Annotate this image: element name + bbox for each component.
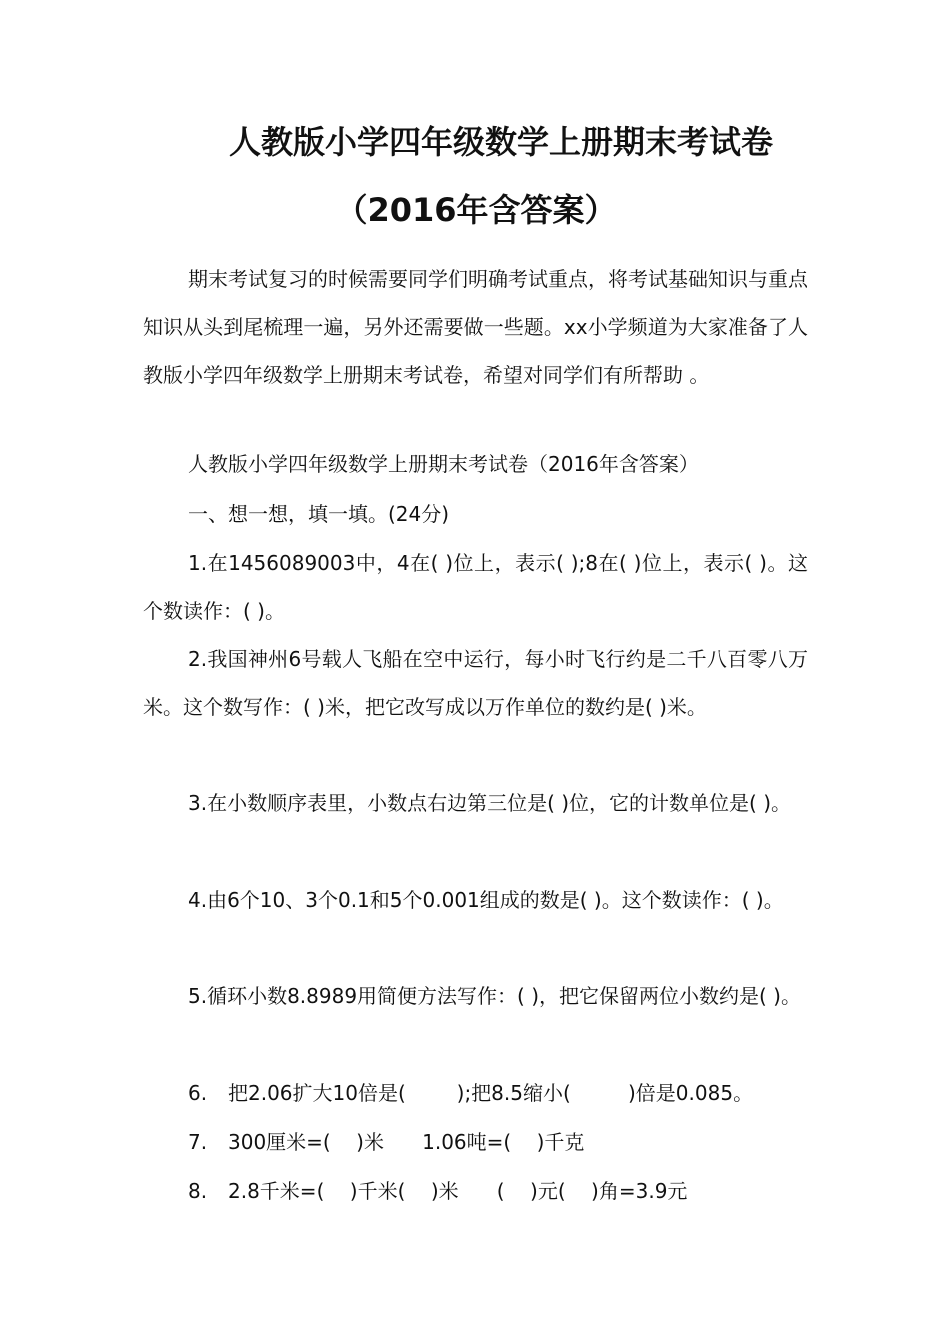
question-2: 2.我国神州6号载人飞船在空中运行，每小时飞行约是二千八百零八万米。这个数写作：( )米，把它改写成以万作单位的数约是( )米。	[143, 647, 808, 719]
question-7	[188, 1118, 584, 1166]
question-8-number: 8.	[188, 1179, 208, 1203]
section-heading: 一、想一想，填一填。(24分)	[188, 502, 450, 526]
intro-paragraph: 期末考试复习的时候需要同学们明确考试重点，将考试基础知识与重点知识从头到尾梳理一遍，另外还需要做一些题。xx小学频道为大家准备了人教版小学四年级数学上册期末考试卷，希望对同学们有所帮助 。	[143, 267, 808, 387]
question-6-number: 6.	[188, 1081, 208, 1105]
document-title: 人教版小学四年级数学上册期末考试卷	[228, 123, 773, 161]
question-6-text: 把2.06扩大10倍是( );把8.5缩小( )倍是0.085。	[228, 1081, 754, 1105]
document-title-year: （2016年含答案）	[335, 191, 617, 229]
question-7-text: 300厘米=( )米 1.06吨=( )千克	[228, 1130, 585, 1154]
question-1: 1.在1456089003中，4在( )位上，表示( );8在( )位上，表示( )。这个数读作：( )。	[143, 551, 808, 623]
question-4: 4.由6个10、3个0.1和5个0.001组成的数是( )。这个数读作：( )。	[188, 888, 784, 912]
question-6	[188, 1069, 753, 1117]
question-3: 3.在小数顺序表里，小数点右边第三位是( )位，它的计数单位是( )。	[188, 791, 792, 815]
document-subtitle: 人教版小学四年级数学上册期末考试卷（2016年含答案）	[188, 452, 699, 476]
question-8-text: 2.8千米=( )千米( )米 ( )元( )角=3.9元	[228, 1179, 688, 1203]
question-7-number: 7.	[188, 1130, 208, 1154]
question-5: 5.循环小数8.8989用简便方法写作：( )，把它保留两位小数约是( )。	[188, 984, 801, 1008]
question-8	[188, 1167, 687, 1215]
